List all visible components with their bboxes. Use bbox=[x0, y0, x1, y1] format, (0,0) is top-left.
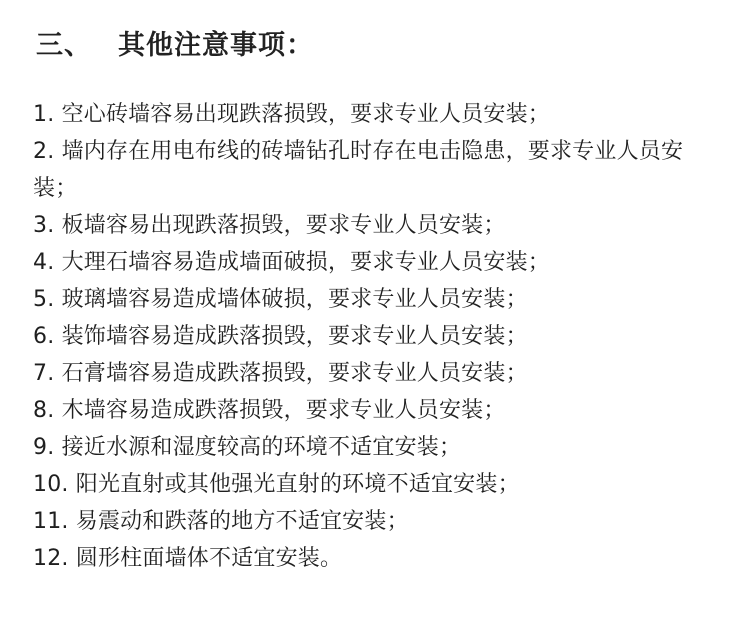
note-item-9: 9. 接近水源和湿度较高的环境不适宜安装； bbox=[33, 435, 462, 460]
note-item-2: 2. 墙内存在用电布线的砖墙钻孔时存在电击隐患，要求专业人员安装； bbox=[33, 139, 684, 201]
note-item-12: 12. 圆形柱面墙体不适宜安装。 bbox=[33, 546, 343, 571]
section-number: 三、 bbox=[36, 30, 92, 61]
note-item-8: 8. 木墙容易造成跌落损毁，要求专业人员安装； bbox=[33, 398, 506, 423]
note-item-10: 10. 阳光直射或其他强光直射的环境不适宜安装； bbox=[33, 472, 520, 497]
note-item-5: 5. 玻璃墙容易造成墙体破损，要求专业人员安装； bbox=[33, 287, 528, 312]
note-item-3: 3. 板墙容易出现跌落损毁，要求专业人员安装； bbox=[33, 213, 506, 238]
note-item-11: 11. 易震动和跌落的地方不适宜安装； bbox=[33, 509, 409, 534]
note-item-6: 6. 装饰墙容易造成跌落损毁，要求专业人员安装； bbox=[33, 324, 528, 349]
note-item-7: 7. 石膏墙容易造成跌落损毁，要求专业人员安装； bbox=[33, 361, 528, 386]
notes-list bbox=[33, 96, 713, 577]
note-item-1: 1. 空心砖墙容易出现跌落损毁，要求专业人员安装； bbox=[33, 102, 550, 127]
note-item-4: 4. 大理石墙容易造成墙面破损，要求专业人员安装； bbox=[33, 250, 550, 275]
section-title: 其他注意事项： bbox=[118, 30, 314, 61]
section-heading bbox=[36, 26, 314, 66]
